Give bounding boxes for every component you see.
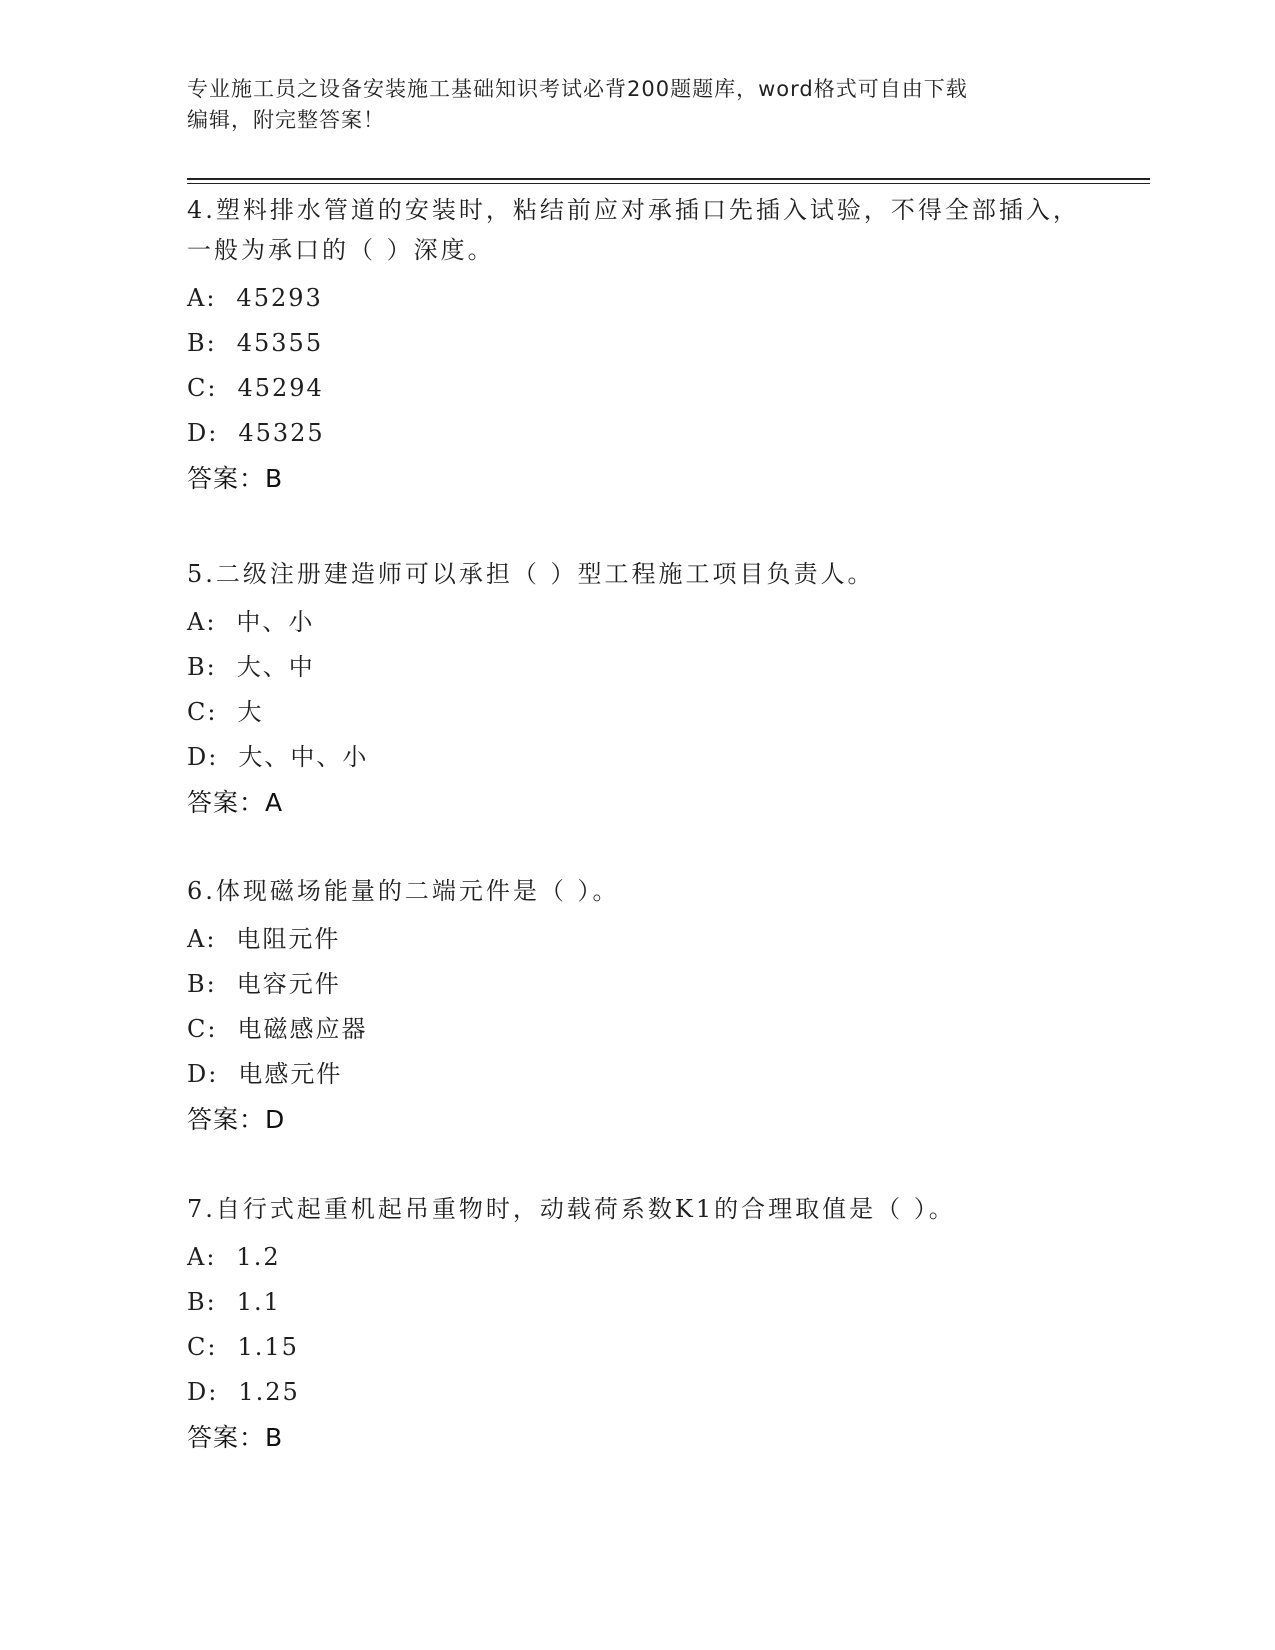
header-divider-thin <box>187 183 1150 184</box>
header-divider-thick <box>187 178 1150 180</box>
option-letter: B: <box>187 329 217 357</box>
option-d <box>187 735 1087 780</box>
option-value: 大、中 <box>236 653 315 681</box>
option-b <box>187 962 1087 1007</box>
header-title-line-1: 专业施工员之设备安装施工基础知识考试必背200题题库，word格式可自由下载 <box>187 77 968 101</box>
option-a <box>187 1235 1087 1280</box>
option-letter: A: <box>187 284 217 312</box>
option-letter: A: <box>187 608 217 636</box>
option-value: 大 <box>237 698 264 726</box>
option-value: 电感元件 <box>238 1060 343 1088</box>
option-letter: B: <box>187 1288 217 1316</box>
question-block <box>187 871 1087 1142</box>
answer-line: 答案：A <box>187 788 284 817</box>
option-d <box>187 411 1087 456</box>
option-letter: C: <box>187 1333 218 1361</box>
question-text: 6.体现磁场能量的二端元件是（ ）。 <box>187 877 620 905</box>
question-text: 7.自行式起重机起吊重物时，动载荷系数K1的合理取值是（ ）。 <box>187 1195 956 1223</box>
option-value: 1.2 <box>236 1243 281 1271</box>
question-block <box>187 1189 1087 1460</box>
option-letter: A: <box>187 1243 217 1271</box>
answer-line: 答案：B <box>187 1423 284 1452</box>
option-letter: D: <box>187 1378 219 1406</box>
option-c <box>187 366 1087 411</box>
option-b <box>187 321 1087 366</box>
option-c <box>187 1325 1087 1370</box>
option-value: 1.25 <box>238 1378 300 1406</box>
question-block <box>187 190 1087 501</box>
option-a <box>187 276 1087 321</box>
option-a <box>187 600 1087 645</box>
option-letter: B: <box>187 970 217 998</box>
option-letter: B: <box>187 653 217 681</box>
option-d <box>187 1370 1087 1415</box>
option-letter: A: <box>187 925 217 953</box>
option-value: 大、中、小 <box>238 743 369 771</box>
option-letter: D: <box>187 743 219 771</box>
option-c <box>187 1007 1087 1052</box>
option-value: 45325 <box>238 419 325 447</box>
option-letter: D: <box>187 1060 219 1088</box>
option-b <box>187 1280 1087 1325</box>
option-value: 电磁感应器 <box>237 1015 368 1043</box>
option-letter: D: <box>187 419 219 447</box>
option-letter: C: <box>187 374 218 402</box>
question-text: 4.塑料排水管道的安装时，粘结前应对承插口先插入试验，不得全部插入，一般为承口的（ ）深度。 <box>187 196 1080 264</box>
option-value: 1.15 <box>237 1333 299 1361</box>
option-b <box>187 645 1087 690</box>
header-title-line-2: 编辑，附完整答案！ <box>187 108 385 132</box>
option-value: 电阻元件 <box>236 925 341 953</box>
question-block <box>187 554 1087 825</box>
option-value: 45293 <box>236 284 323 312</box>
option-c <box>187 690 1087 735</box>
option-value: 1.1 <box>236 1288 281 1316</box>
option-value: 中、小 <box>236 608 315 636</box>
option-letter: C: <box>187 1015 218 1043</box>
option-a <box>187 917 1087 962</box>
answer-line: 答案：D <box>187 1105 286 1134</box>
option-value: 电容元件 <box>236 970 341 998</box>
option-d <box>187 1052 1087 1097</box>
option-value: 45294 <box>237 374 324 402</box>
answer-line: 答案：B <box>187 464 284 493</box>
question-text: 5.二级注册建造师可以承担（ ）型工程施工项目负责人。 <box>187 560 875 588</box>
option-letter: C: <box>187 698 218 726</box>
option-value: 45355 <box>236 329 324 357</box>
document-header <box>187 74 1067 136</box>
